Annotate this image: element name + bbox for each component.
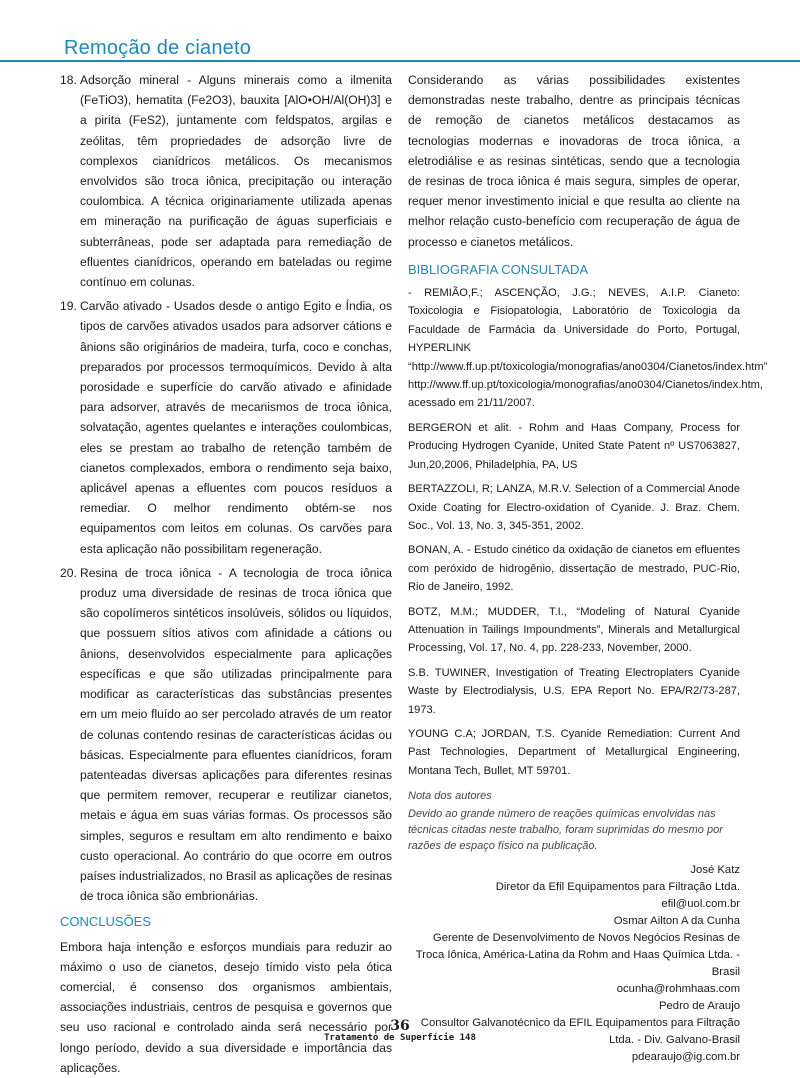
item-body xyxy=(80,296,392,559)
list-item-19 xyxy=(60,296,392,559)
item-text: Usados desde o antigo Egito e Índia, os tipos de carvões ativados usados para adsorver cátions e ânions são originários de madeira, turfa, coco e conchas, preparados por processos termoquímicos. Devido à alta porosidade e superfície do carvão ativado e afinidade para adsorver, através de mecanismos de troca iônica, solvatação, agentes quelantes e interações coulombicas, eles se prestam ao trabalho de retenção também de cianetos complexados, embora o rendimento seja baixo, aplicável apenas a efluentes com poucos resíduos a remediar. O melhor rendimento obtém-se nos equipamentos com leitos em colunas. Os carvões para esta aplicação não possibilitam regeneração. xyxy=(80,299,392,556)
note-title: Nota dos autores xyxy=(408,790,492,803)
conclusions-heading: CONCLUSÕES xyxy=(60,914,152,930)
author-block xyxy=(408,913,740,998)
left-column xyxy=(60,70,392,1078)
list-item-18 xyxy=(60,70,392,292)
item-body xyxy=(80,70,392,292)
item-number: 19. xyxy=(60,299,77,314)
item-text: A tecnologia de troca iônica produz uma diversidade de resinas de troca iônica que são copolímeros sintéticos insolúveis, sólidos ou líquidos, que possuem sítios ativos com afinidade a cátions ou ânions, desenvolvidos especialmente para aplicações específicas e que são utilizadas principalmente para modificar as características das substâncias presentes em um meio fluído ao ser percolado através de um reator de colunas contendo resinas de características ácidas ou básicas. Especialmente para efluentes cianídricos, foram patenteadas diversas aplicações para diferentes resinas que permitem remover, recuperar e reutilizar cianetos, metais e água em suas várias formas. Os processos são simples, seguros e resultam em alto rendimento e baixo custo operacional. Ao contrário do que ocorre em outros países industrializados, no Brasil as aplicações de resinas de troca iônica são embrionárias. xyxy=(80,565,392,904)
bibliography-entry: - REMIÃO,F.; ASCENÇÃO, J.G.; NEVES, A.I.P. Cianeto: Toxicologia e Fisiopatologia, Laboratório de Toxicologia da Faculdade de Farmácia da Universidade do Porto, Portugal, HYPERLINK “http://www.ff.up.pt/toxicologia/monografias/ano0304/Cianetos/index.htm” http://www.ff.up.pt/toxicologia/monografias/ano0304/Cianetos/index.htm, acessado em 21/11/2007. xyxy=(408,287,768,410)
bibliography-heading: BIBLIOGRAFIA CONSULTADA xyxy=(408,261,589,277)
list-item-20 xyxy=(60,563,392,906)
bibliography-entry: BERTAZZOLI, R; LANZA, M.R.V. Selection of a Commercial Anode Oxide Coating for Electro-oxidation of Cyanide. J. Braz. Chem. Soc., Vol. 13, No. 3, 345-351, 2002. xyxy=(408,483,740,532)
header-rule xyxy=(0,60,800,62)
author-email: efil@uol.com.br xyxy=(661,898,740,911)
right-intro-text: Considerando as várias possibilidades existentes demonstradas neste trabalho, dentre as principais técnicas de remoção de cianetos metálicos destacamos as tecnologias modernas e inovadoras de troca iônica, a eletrodiálise e as resinas sintéticas, sendo que a tecnologia de resinas de troca iônica é mais segura, simples de operar, requer menor investimento inicial e que resulta ao cliente na melhor relação custo-benefício com recuperação de água de processo e cianetos metálicos. xyxy=(408,73,740,249)
magazine-name: Tratamento de Superfície 148 xyxy=(324,1033,476,1043)
bibliography-entry: BERGERON et alit. - Rohm and Haas Company, Process for Producing Hydrogen Cyanide, United State Patent nº US7063827, Jun,20,2006, Philadelphia, PA, US xyxy=(408,421,740,471)
item-lead: Resina de troca iônica - xyxy=(80,565,229,580)
item-lead: Adsorção mineral - xyxy=(80,73,199,87)
author-role: Diretor da Efil Equipamentos para Filtração Ltda. xyxy=(495,881,740,894)
author-email: pdearaujo@ig.com.br xyxy=(631,1051,740,1064)
page-number: 36 xyxy=(390,1018,410,1034)
page-header-title: Remoção de cianeto xyxy=(64,37,252,59)
author-role: Consultor Galvanotécnico da EFIL Equipamentos para Filtração Ltda. - Div. Galvano-Brasil xyxy=(420,1017,740,1047)
author-block xyxy=(408,862,740,913)
item-number: 20. xyxy=(60,565,77,580)
right-column xyxy=(408,70,768,1066)
item-lead: Carvão ativado - xyxy=(80,299,174,314)
author-name: José Katz xyxy=(690,864,740,877)
author-email: ocunha@rohmhaas.com xyxy=(616,983,740,996)
author-name: Pedro de Araujo xyxy=(658,1000,740,1013)
bibliography-entry: YOUNG C.A; JORDAN, T.S. Cyanide Remediation: Current And Past Technologies, Department of Metallurgical Engineering, Montana Tech, Bullet, MT 59701. xyxy=(408,727,740,777)
bibliography-entry: S.B. TUWINER, Investigation of Treating Electroplaters Cyanide Waste by Electrodialysis, U.S. EPA Report No. EPA/R2/73-287, 1973. xyxy=(408,666,740,716)
item-text: Alguns minerais como a ilmenita (FeTiO3), hematita (Fe2O3), bauxita [AlO•OH/Al(OH)3] e a pirita (FeS2), juntamente com feldspatos, argilas e zeólitas, têm propriedades de adsorção livre de complexos cianídricos metálicos. Os mecanismos envolvidos são troca iônica, precipitação ou interação coulombica. A técnica originariamente utilizada apenas em mineração na purificação de águas superficiais e subterrâneas, pode ser adaptada para remediação de efluentes cianídricos, operando em bateladas ou regime contínuo em colunas. xyxy=(80,73,392,290)
bibliography-entry: BONAN, A. - Estudo cinético da oxidação de cianetos em efluentes com peróxido de hidrogênio, dissertação de mestrado, PUC-Rio, Rio de Janeiro, 1992. xyxy=(408,544,740,594)
author-role: Gerente de Desenvolvimento de Novos Negócios Resinas de Troca Iônica, América-Latina da Rohm and Haas Química Ltda. - Brasil xyxy=(415,932,740,979)
note-text: Devido ao grande número de reações químicas envolvidas nas técnicas citadas neste trabalho, foram suprimidas do mesmo por razões de espaço físico na publicação. xyxy=(408,808,723,853)
conclusions-text: Embora haja intenção e esforços mundiais para reduzir ao máximo o uso de cianetos, desejo tímido visto pela ótica comercial, é consenso dos organismos ambientais, associações industriais, centros de pesquisa e governos que seu uso racional e controlado ainda será necessário por longo período, devido a sua diversidade e importância das aplicações. xyxy=(60,939,392,1075)
author-name: Osmar Ailton A da Cunha xyxy=(613,915,740,928)
bibliography-entry: BOTZ, M.M.; MUDDER, T.I., “Modeling of Natural Cyanide Attenuation in Tailings Impoundments”, Minerals and Metallurgical Processing, Vol. 17, No. 4, pp. 228-233, November, 2000. xyxy=(408,605,740,655)
item-number: 18. xyxy=(60,73,77,87)
item-body xyxy=(80,563,392,906)
